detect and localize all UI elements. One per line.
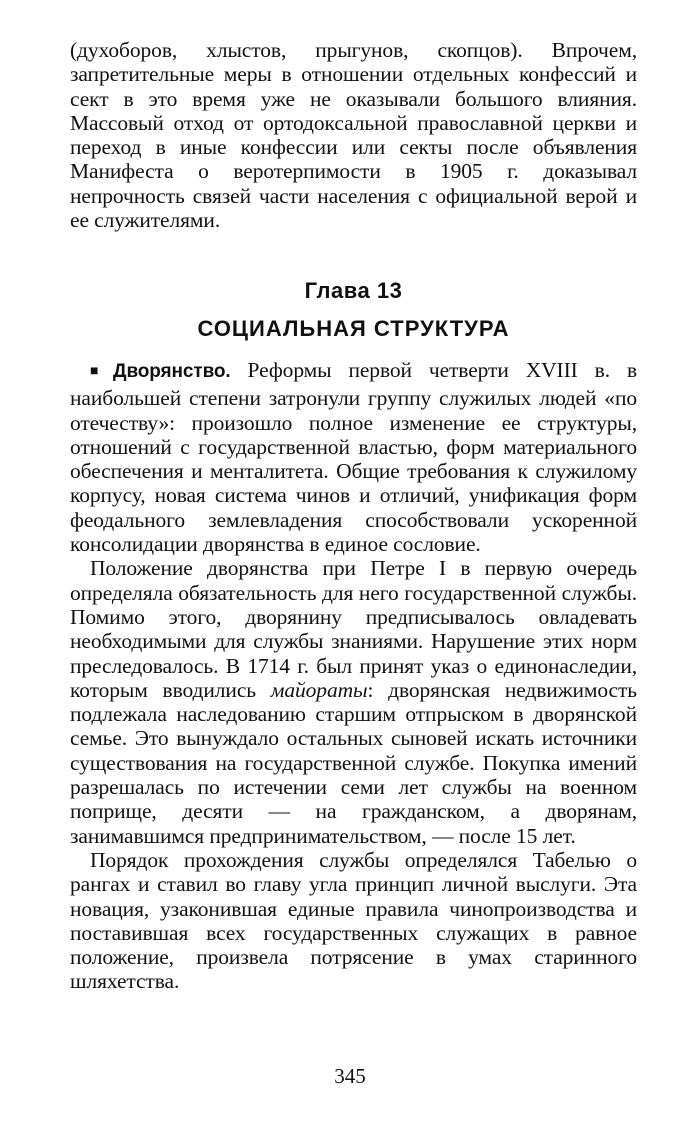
section-bullet-icon: ■ xyxy=(90,364,111,379)
page-number: 345 xyxy=(334,1064,366,1088)
section-paragraph-3: Порядок прохождения службы определялся Табелью о рангах и ставил во главу угла принцип личной выслуги. Эта новация, узаконившая единые правила чинопроизводства и поставившая всех государственных служащих в равное положение, произвела потрясение в умах старинного шляхетства. xyxy=(70,847,637,994)
paragraph-2-italic-term: майораты xyxy=(270,677,368,702)
chapter-label: Глава 13 xyxy=(304,278,403,303)
paragraph-2-text-a: Положение дворянства при Петре I в первую очередь определяла обязательность для него государственной службы. Помимо этого, дворянину предписывалось овладевать необходимыми для службы знаниями. Нарушение этих норм преследовалось. В 1714 г. был принят указ о единонаследии, которым вводились xyxy=(70,556,637,702)
section-heading: Дворянство. xyxy=(113,361,231,382)
section-paragraph-2 xyxy=(70,556,637,848)
intro-paragraph: (духоборов, хлыстов, прыгунов, скопцов). Впрочем, запретительные меры в отношении отдельных конфессий и сект в это время уже не оказывали большого влияния. Массовый отход от ортодоксальной православной церкви и переход в иные конфессии или секты после объявления Манифеста о веротерпимости в 1905 г. доказывал непрочность связей части населения с официальной верой и ее служителями. xyxy=(70,38,637,233)
section-paragraph-1 xyxy=(70,358,637,556)
paragraph-1-text: Реформы первой четверти XVIII в. в наибольшей степени затронули группу служилых людей «по отечеству»: произошло полное изменение ее структуры, отношений с государственной властью, форм материального обеспечения и менталитета. Общие требования к служилому корпусу, новая система чинов и отличий, унификация форм феодального землевладения способствовали ускоренной консолидации дворянства в единое сословие. xyxy=(70,358,637,557)
chapter-title: СОЦИАЛЬНАЯ СТРУКТУРА xyxy=(197,316,510,341)
intro-block xyxy=(70,38,637,232)
section-block xyxy=(70,358,637,994)
paragraph-2-text-b: : дворянская недвижимость подлежала наследованию старшим отпрыском в дворянской семье. Это вынуждало остальных сыновей искать источники существования на государственной службе. Покупка имений разрешалась по истечении семи лет службы на военном поприще, десяти — на гражданском, а дворянам, занимавшимся предпринимательством, — после 15 лет. xyxy=(70,677,637,848)
